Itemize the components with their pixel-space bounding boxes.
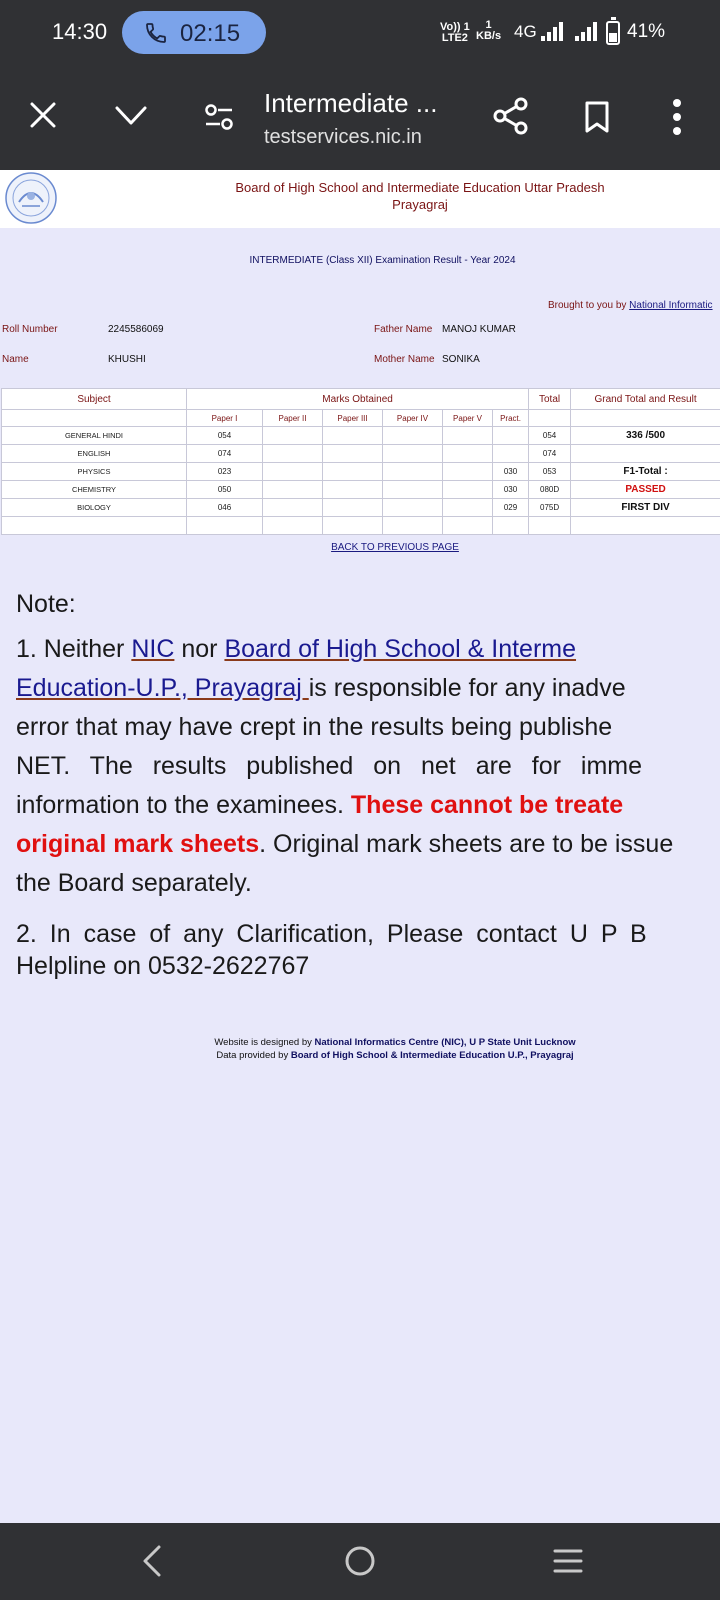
- total-cell: 054: [529, 427, 571, 445]
- subject-cell: CHEMISTRY: [2, 481, 187, 499]
- table-row: [2, 445, 720, 463]
- nic-note-link[interactable]: NIC: [131, 635, 175, 663]
- total-cell: 074: [529, 445, 571, 463]
- site-settings-icon[interactable]: [204, 102, 234, 132]
- table-row-empty: [2, 517, 720, 535]
- data-speed-value: 1: [485, 19, 492, 31]
- name-label: Name: [2, 354, 29, 365]
- name-value: KHUSHI: [108, 354, 146, 365]
- paper1-cell: 023: [187, 463, 263, 481]
- data-speed: [476, 20, 501, 42]
- home-nav-icon[interactable]: [342, 1541, 378, 1581]
- note-line-3: error that may have crept in the results being publishe: [16, 713, 613, 741]
- site-footer: [0, 1036, 720, 1062]
- practical-cell: [493, 427, 529, 445]
- result-cell: [571, 445, 720, 463]
- web-content: [0, 170, 720, 1520]
- subject-cell: BIOLOGY: [2, 499, 187, 517]
- page-title: Intermediate ...: [264, 88, 438, 118]
- exam-title: INTERMEDIATE (Class XII) Examination Result - Year 2024: [249, 255, 516, 266]
- note-line-7: the Board separately.: [16, 869, 252, 897]
- network-type: 4G: [514, 22, 537, 41]
- note-paragraph-1: [16, 630, 720, 903]
- note-text: is responsible for any inadve: [308, 674, 626, 702]
- board-title: [200, 179, 640, 213]
- mother-name-label: Mother Name: [374, 354, 435, 365]
- share-icon[interactable]: [492, 96, 530, 136]
- footer-nic: National Informatics Centre (NIC), U P State Unit Lucknow: [314, 1037, 576, 1048]
- call-duration: 02:15: [180, 20, 241, 47]
- note-text: 1. Neither: [16, 635, 132, 663]
- header-total: Total: [529, 389, 571, 410]
- father-name-value: MANOJ KUMAR: [442, 324, 516, 335]
- total-cell: 053: [529, 463, 571, 481]
- table-row: [2, 427, 720, 445]
- ongoing-call-chip[interactable]: [122, 11, 266, 54]
- header-practical: Pract.: [493, 410, 529, 427]
- subject-cell: ENGLISH: [2, 445, 187, 463]
- footer-designed-prefix: Website is designed by: [214, 1037, 315, 1048]
- brought-by-prefix: Brought to you by: [548, 300, 630, 311]
- subject-cell: GENERAL HINDI: [2, 427, 187, 445]
- practical-cell: [493, 445, 529, 463]
- header-marks-obtained: Marks Obtained: [187, 389, 529, 410]
- brought-by: [548, 300, 713, 311]
- table-row: [2, 463, 720, 481]
- volte-badge: [440, 22, 470, 44]
- system-nav-bar: [0, 1523, 720, 1600]
- board-title-line1: Board of High School and Intermediate Education Uttar Pradesh: [235, 180, 605, 195]
- division-cell: FIRST DIV: [571, 499, 720, 517]
- grand-total-value: 336 /500: [571, 427, 720, 445]
- total-cell: 075D: [529, 499, 571, 517]
- roll-number-value: 2245586069: [108, 324, 164, 335]
- volte-badge-bottom: LTE2: [441, 32, 468, 44]
- back-to-previous-link[interactable]: BACK TO PREVIOUS PAGE: [331, 542, 459, 553]
- note2-line-1: 2. In case of any Clarification, Please contact U P B: [16, 920, 647, 948]
- paper1-cell: 046: [187, 499, 263, 517]
- mother-name-value: SONIKA: [442, 354, 480, 365]
- more-vert-icon[interactable]: [670, 98, 684, 136]
- header-paper-2: Paper II: [263, 410, 323, 427]
- note-text: information to the examinees.: [16, 791, 351, 819]
- header-paper-4: Paper IV: [383, 410, 443, 427]
- result-label: F1-Total :: [571, 463, 720, 481]
- battery-percent: 41%: [627, 21, 666, 42]
- recents-nav-icon[interactable]: [551, 1541, 585, 1581]
- father-name-label: Father Name: [374, 324, 433, 335]
- header-subject: Subject: [2, 389, 187, 410]
- header-paper-5: Paper V: [443, 410, 493, 427]
- footer-board: Board of High School & Intermediate Education U.P., Prayagraj: [290, 1050, 574, 1061]
- note-line-4: NET. The results published on net are for imme: [16, 752, 643, 780]
- back-nav-icon[interactable]: [140, 1541, 164, 1581]
- table-header-row: [2, 389, 720, 410]
- board-title-line2: Prayagraj: [392, 197, 448, 212]
- practical-cell: 030: [493, 481, 529, 499]
- page-url: testservices.nic.in: [264, 126, 422, 148]
- result-status: PASSED: [571, 481, 720, 499]
- bookmark-icon[interactable]: [584, 100, 610, 134]
- warning-text: These cannot be treate: [350, 791, 624, 819]
- paper1-cell: 054: [187, 427, 263, 445]
- site-header: [0, 170, 720, 228]
- volte-badge-top: Vo)) 1: [440, 21, 470, 33]
- practical-cell: 030: [493, 463, 529, 481]
- marks-table: [1, 388, 720, 535]
- practical-cell: 029: [493, 499, 529, 517]
- header-paper-3: Paper III: [323, 410, 383, 427]
- subject-cell: PHYSICS: [2, 463, 187, 481]
- status-time: 14:30: [52, 19, 108, 44]
- note-heading: Note:: [16, 590, 76, 618]
- signal-icon-sim2: [574, 22, 598, 42]
- close-icon[interactable]: [28, 100, 58, 130]
- header-grand-total: Grand Total and Result: [571, 389, 720, 410]
- table-subheader-row: [2, 410, 720, 427]
- custom-tab-toolbar: [0, 68, 720, 170]
- chevron-down-icon[interactable]: [114, 104, 148, 128]
- up-emblem-logo: [4, 172, 58, 224]
- header-paper-1: Paper I: [187, 410, 263, 427]
- phone-icon: [144, 21, 168, 45]
- paper1-cell: 050: [187, 481, 263, 499]
- roll-number-label: Roll Number: [2, 324, 58, 335]
- board-note-link-b[interactable]: Education-U.P., Prayagraj: [16, 674, 309, 702]
- warning-text-2: original mark sheets: [16, 830, 260, 858]
- note2-line-2: Helpline on 0532-2622767: [16, 952, 310, 980]
- status-bar: [0, 0, 720, 68]
- note-text: . Original mark sheets are to be issue: [259, 830, 674, 858]
- paper1-cell: 074: [187, 445, 263, 463]
- nic-link[interactable]: National Informatic: [629, 300, 713, 311]
- note-text: nor: [174, 635, 225, 663]
- total-cell: 080D: [529, 481, 571, 499]
- table-row: [2, 499, 720, 517]
- signal-icon: [540, 22, 564, 42]
- board-note-link-a[interactable]: Board of High School & Interme: [224, 635, 577, 663]
- footer-data-prefix: Data provided by: [216, 1050, 291, 1061]
- data-speed-unit: KB/s: [476, 30, 502, 42]
- table-row: [2, 481, 720, 499]
- battery-icon: [606, 21, 620, 45]
- note-paragraph-2: [16, 918, 720, 982]
